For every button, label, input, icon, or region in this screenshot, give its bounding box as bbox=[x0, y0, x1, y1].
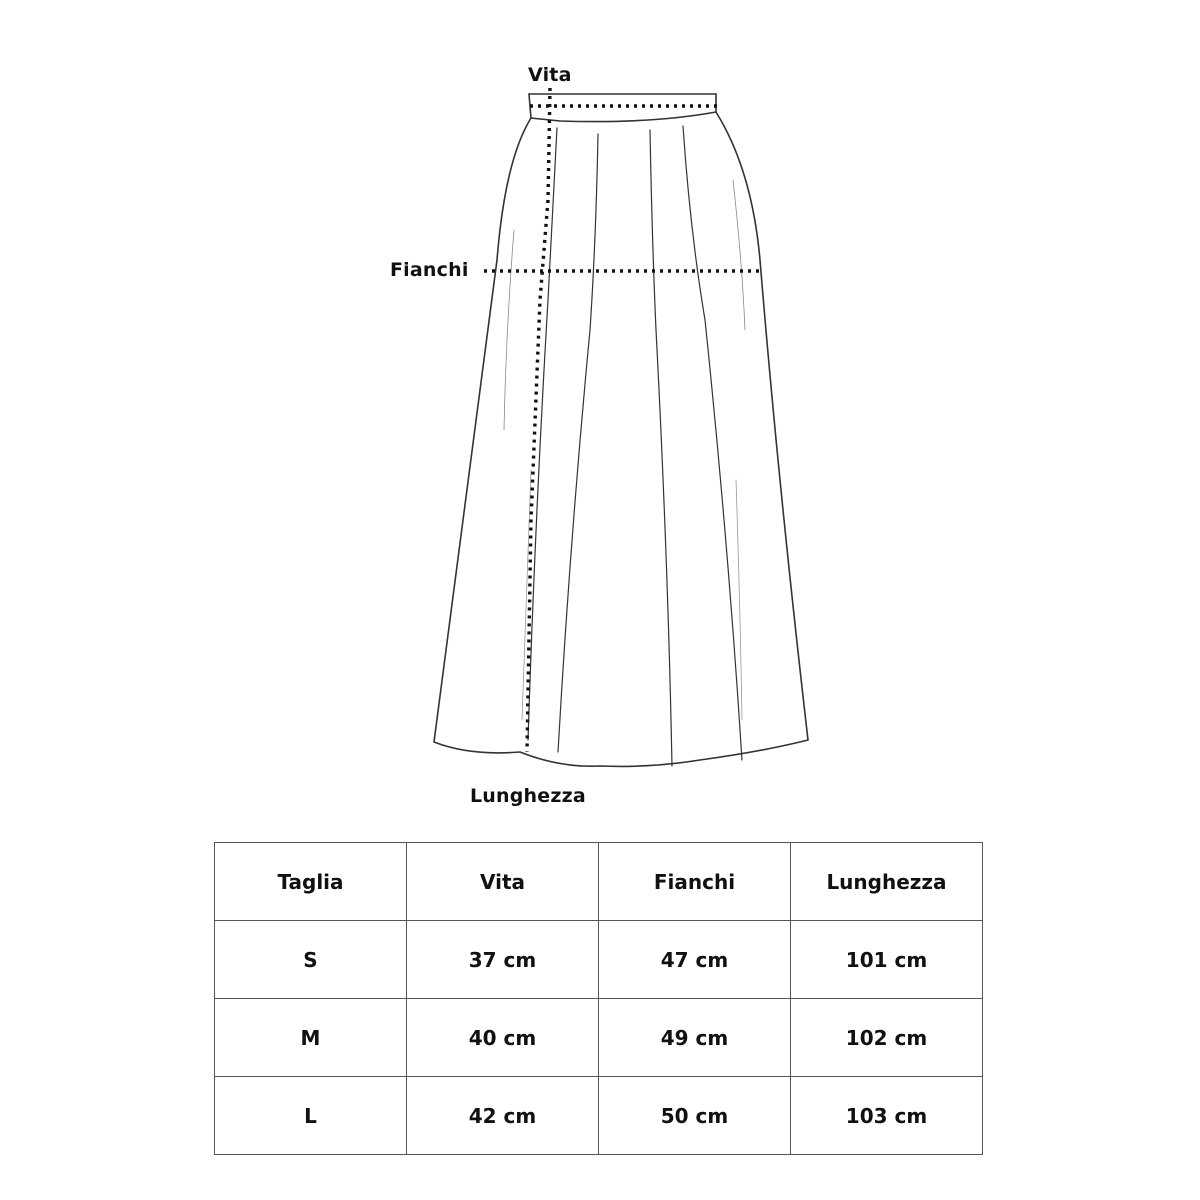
seam-line bbox=[683, 126, 742, 760]
table-row bbox=[215, 999, 983, 1077]
size-chart-table bbox=[214, 842, 983, 1155]
lunghezza-cell: 103 cm bbox=[791, 1077, 983, 1155]
size-cell: M bbox=[215, 999, 407, 1077]
table-row bbox=[215, 1077, 983, 1155]
vita-cell: 40 cm bbox=[407, 999, 599, 1077]
header-cell: Fianchi bbox=[599, 843, 791, 921]
size-cell: L bbox=[215, 1077, 407, 1155]
skirt-outline bbox=[434, 112, 808, 766]
header-cell: Vita bbox=[407, 843, 599, 921]
fold-line bbox=[504, 230, 514, 430]
vita-label: Vita bbox=[528, 64, 572, 86]
header-cell: Taglia bbox=[215, 843, 407, 921]
waistband-outline bbox=[529, 94, 716, 122]
vita-cell: 37 cm bbox=[407, 921, 599, 999]
lunghezza-cell: 101 cm bbox=[791, 921, 983, 999]
lunghezza-cell: 102 cm bbox=[791, 999, 983, 1077]
seam-line bbox=[528, 128, 557, 740]
fianchi-cell: 50 cm bbox=[599, 1077, 791, 1155]
seam-line bbox=[650, 130, 672, 766]
seam-line bbox=[558, 134, 598, 752]
vita-cell: 42 cm bbox=[407, 1077, 599, 1155]
table-row bbox=[215, 921, 983, 999]
fianchi-label: Fianchi bbox=[390, 259, 469, 281]
size-cell: S bbox=[215, 921, 407, 999]
header-cell: Lunghezza bbox=[791, 843, 983, 921]
fianchi-cell: 47 cm bbox=[599, 921, 791, 999]
lunghezza-label: Lunghezza bbox=[470, 785, 586, 807]
fold-line bbox=[733, 180, 745, 330]
fianchi-cell: 49 cm bbox=[599, 999, 791, 1077]
table-header-row bbox=[215, 843, 983, 921]
